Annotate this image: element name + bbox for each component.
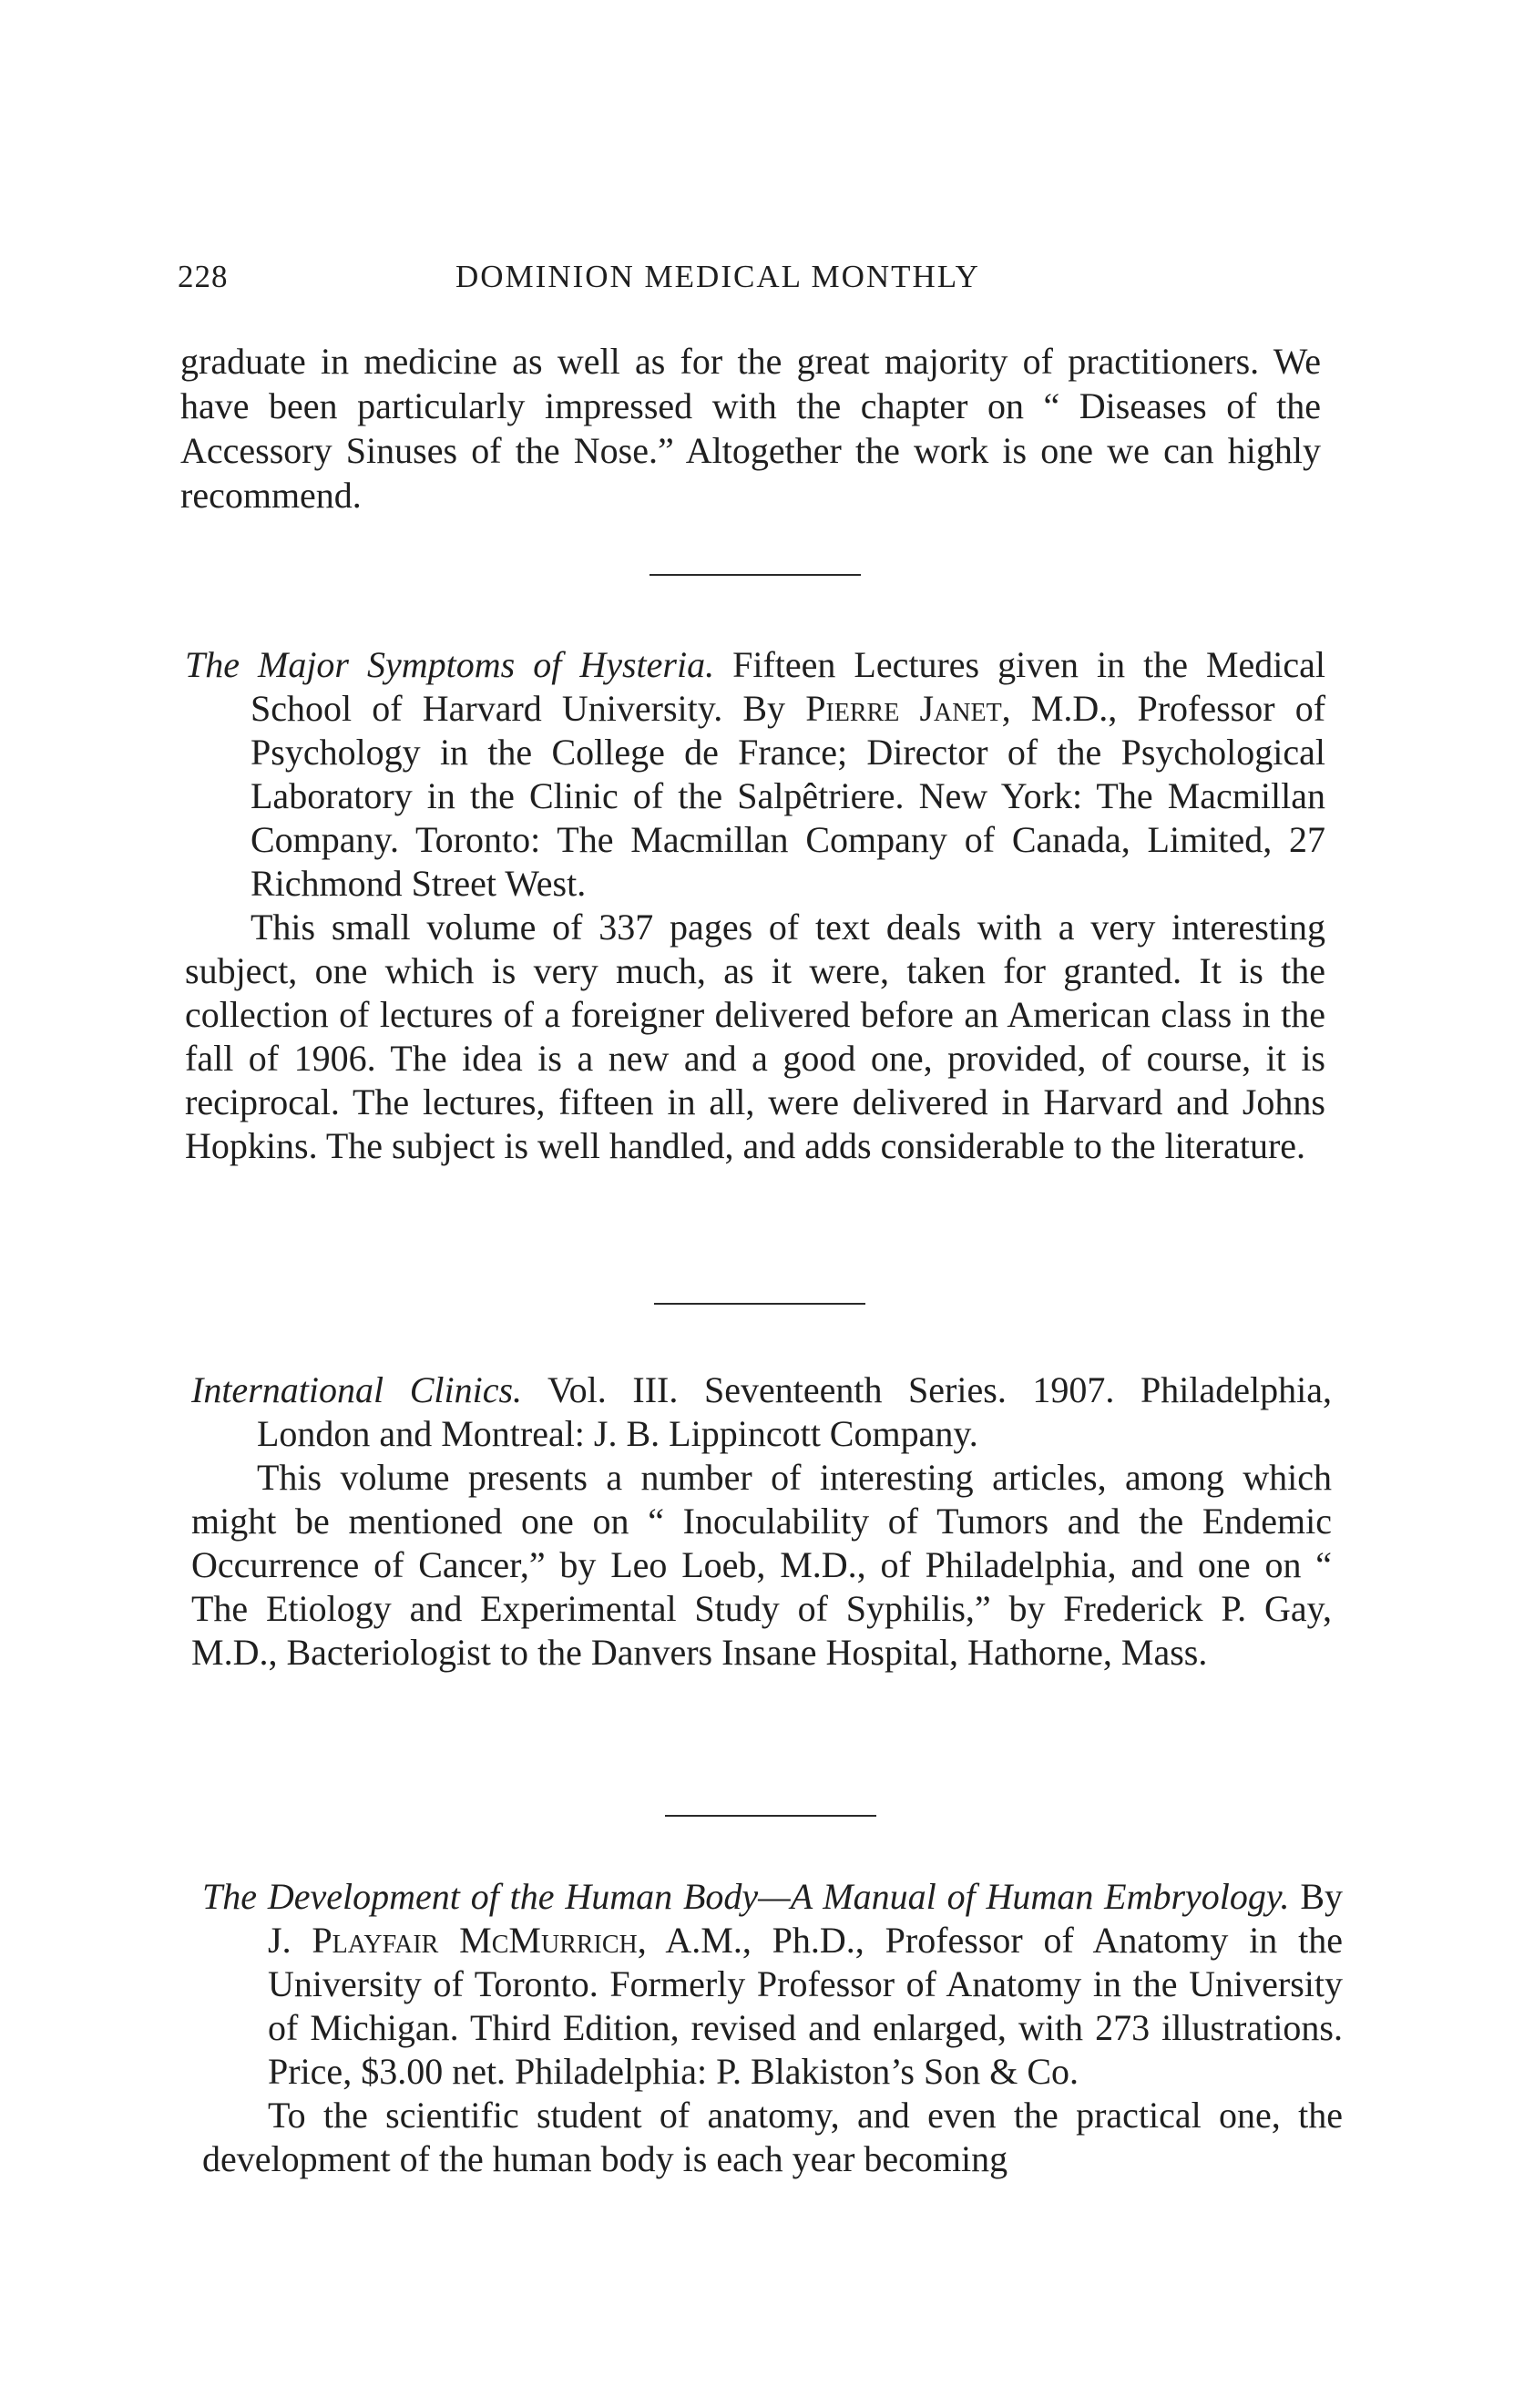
book-title: International Clinics. (191, 1369, 523, 1410)
citation-details: By (1300, 1876, 1344, 1917)
book-title: The Development of the Human Body—A Manual of Human Embryology. (202, 1876, 1290, 1917)
section-divider (649, 574, 861, 576)
review-body: To the scientific student of anatomy, and even the practical one, the development of the human body is each year becoming (202, 2095, 1343, 2179)
review-body: This volume presents a number of interesting articles, among which might be mentioned one on “ Inoculability of Tumors and the Endemic Occurrence of Cancer,” by Leo Loeb, M.D., of Philadelphia, and one on “ The Etiology and Experimental Study of Syphilis,” by Frederick P. Gay, M.D., Bacteriologist to the Danvers Insane Hospital, Hathorne, Mass. (191, 1457, 1332, 1673)
review-citation (185, 643, 1325, 906)
author-name: Pierre Janet, (805, 688, 1011, 729)
review-body: This small volume of 337 pages of text deals with a very interesting subject, one which is very much, as it were, taken for granted. It is the collection of lectures of a foreigner delivered before an American class in the fall of 1906. The idea is a new and a good one, provided, of course, it is reciprocal. The lectures, fifteen in all, were delivered in Harvard and Johns Hopkins. The subject is well handled, and adds considerable to the literature. (185, 907, 1325, 1166)
page-number: 228 (178, 259, 229, 294)
book-title: The Major Symptoms of Hysteria. (185, 644, 715, 685)
review-entry (191, 1368, 1332, 1675)
section-divider (654, 1303, 865, 1305)
section-divider (665, 1815, 876, 1817)
running-head (178, 259, 1098, 304)
citation-details: A.M., Ph.D., Professor of Anatomy in the University of Toronto. Formerly Professor of Anatomy in the University of Michigan. Third Edition, revised and enlarged, with 273 illustrations. Price, $3.00 net. Philadelphia: P. Blakiston’s Son & Co. (268, 1920, 1343, 2092)
intro-paragraph: graduate in medicine as well as for the great majority of practitioners. We have been particularly impressed with the chapter on “ Diseases of the Accessory Sinuses of the Nose.” Altogether the work is one we can highly recommend. (180, 341, 1321, 516)
review-citation (191, 1368, 1332, 1456)
review-entry (202, 1875, 1343, 2181)
journal-title: DOMINION MEDICAL MONTHLY (455, 259, 980, 294)
review-entry (185, 643, 1325, 1168)
citation-details: Fifteen Lectures given in the Medical School of Harvard University. By (251, 644, 1326, 729)
citation-details: Vol. III. Seventeenth Series. 1907. Philadelphia, London and Montreal: J. B. Lippincott Company. (257, 1369, 1332, 1454)
author-name: J. Playfair McMurrich, (268, 1920, 647, 1961)
review-citation (202, 1875, 1343, 2094)
citation-details: M.D., Professor of Psychology in the College de France; Director of the Psychological Laboratory in the Clinic of the Salpêtriere. New York: The Macmillan Company. Toronto: The Macmillan Company of Canada, Limited, 27 Richmond Street West. (251, 688, 1326, 904)
